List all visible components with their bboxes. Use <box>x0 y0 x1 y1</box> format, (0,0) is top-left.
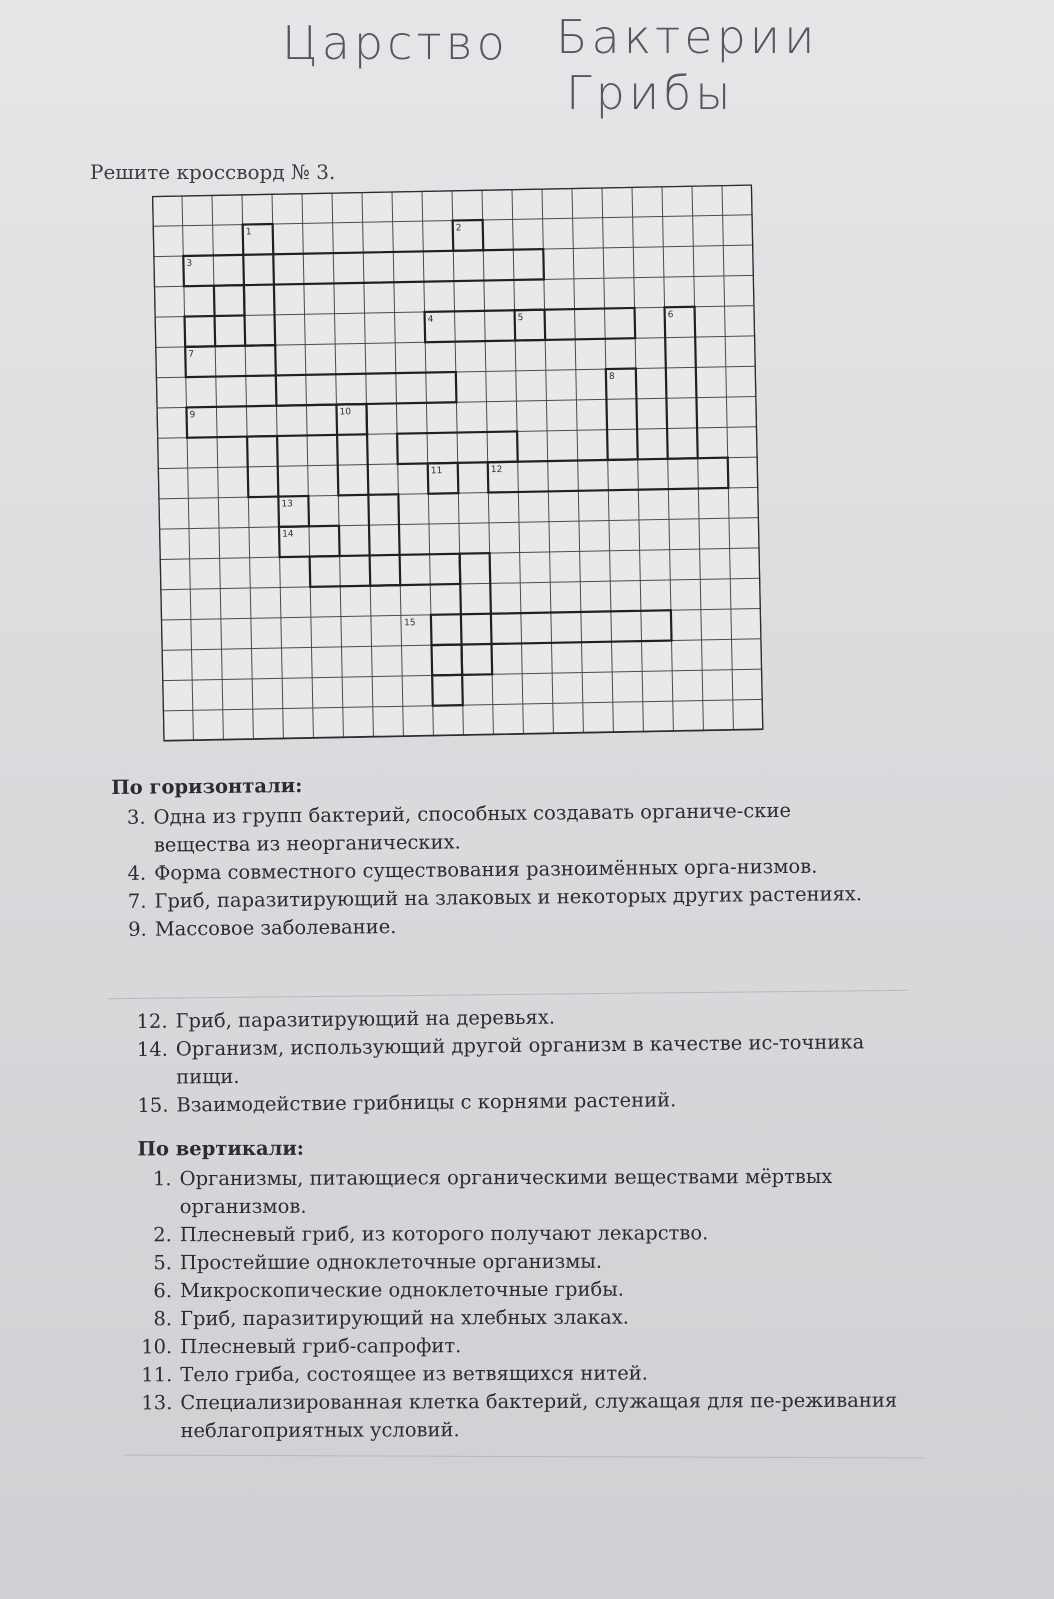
clue-start-number: 14 <box>282 529 294 540</box>
crossword-grid-svg <box>152 184 763 741</box>
clue-text: Микроскопические одноклеточные грибы. <box>179 1277 624 1303</box>
clue-start-number: 11 <box>430 466 443 477</box>
clue-number: 13. <box>141 1391 173 1415</box>
clue-text: Организмы, питающиеся органическими веществами мёртвых организмов. <box>179 1164 833 1219</box>
down-clue <box>138 1387 898 1446</box>
clue-text: Специализированная клетка бактерий, служащая для пе-реживания неблагоприятных условий. <box>180 1388 898 1443</box>
clue-number: 2. <box>153 1223 172 1247</box>
down-clue <box>138 1331 898 1362</box>
clue-number: 8. <box>153 1307 173 1331</box>
across-section <box>111 766 883 944</box>
clue-start-number: 12 <box>490 464 503 476</box>
clue-number: 7. <box>127 889 147 913</box>
clue-number: 4. <box>127 861 147 885</box>
task-instruction: Решите кроссворд № 3. <box>90 160 336 184</box>
clue-start-number: 3 <box>186 258 193 269</box>
clue-number: 10. <box>141 1335 173 1359</box>
across-section-continued <box>133 1000 894 1120</box>
clue-number: 15. <box>137 1093 169 1117</box>
clue-text: Плесневый гриб, из которого получают лекарство. <box>179 1221 709 1247</box>
clue-text: Тело гриба, состоящее из ветвящихся нитей. <box>180 1361 648 1387</box>
clue-start-number: 1 <box>245 227 252 238</box>
clue-start-number: 6 <box>667 310 674 321</box>
down-clue <box>138 1247 898 1278</box>
crossword-grid <box>152 184 763 741</box>
clue-start-number: 2 <box>455 223 462 234</box>
handwritten-title-word2: Бактерии <box>556 10 819 64</box>
across-clue <box>134 1028 895 1092</box>
down-clue <box>138 1275 898 1306</box>
across-clue <box>111 796 882 860</box>
down-clue <box>138 1359 898 1390</box>
clue-number: 6. <box>153 1279 173 1303</box>
down-clue <box>138 1303 898 1334</box>
handwritten-title-line2: Грибы <box>566 66 735 120</box>
clue-number: 12. <box>136 1009 168 1033</box>
clue-start-number: 4 <box>427 314 434 325</box>
clue-start-number: 15 <box>403 618 416 629</box>
clue-text: Гриб, паразитирующий на злаковых и некоторых других растениях. <box>154 882 863 913</box>
clue-text: Гриб, паразитирующий на хлебных злаках. <box>180 1305 629 1331</box>
clue-text: Взаимодействие грибницы с корнями растений. <box>176 1088 677 1117</box>
clue-number: 9. <box>128 917 147 941</box>
down-clue <box>138 1163 898 1222</box>
clue-text: Организм, использующий другой организм в качестве ис-точника пищи. <box>175 1030 865 1089</box>
down-clue <box>138 1219 898 1250</box>
clue-start-number: 5 <box>517 313 524 324</box>
handwritten-title-word1: Царство <box>282 16 509 70</box>
clue-number: 5. <box>153 1251 172 1275</box>
down-section <box>137 1133 898 1446</box>
clue-start-number: 7 <box>188 349 195 360</box>
clue-text: Гриб, паразитирующий на деревьях. <box>175 1005 556 1033</box>
clue-text: Одна из групп бактерий, способных создавать органиче-ские вещества из неорганических. <box>153 798 792 857</box>
clue-number: 1. <box>152 1167 172 1191</box>
clue-text: Плесневый гриб-сапрофит. <box>180 1334 462 1359</box>
clue-number: 11. <box>141 1363 173 1387</box>
clue-start-number: 9 <box>189 410 196 421</box>
clue-text: Форма совместного существования разноимённых орга-низмов. <box>154 854 818 885</box>
clue-number: 3. <box>126 805 146 829</box>
clue-text: Простейшие одноклеточные организмы. <box>179 1249 603 1275</box>
clue-start-number: 10 <box>339 407 352 418</box>
down-heading: По вертикали: <box>137 1136 305 1161</box>
clue-text: Массовое заболевание. <box>154 915 397 941</box>
clue-number: 14. <box>136 1037 168 1061</box>
clue-start-number: 8 <box>608 371 615 383</box>
clue-start-number: 13 <box>281 499 294 510</box>
across-heading: По горизонтали: <box>111 774 303 800</box>
